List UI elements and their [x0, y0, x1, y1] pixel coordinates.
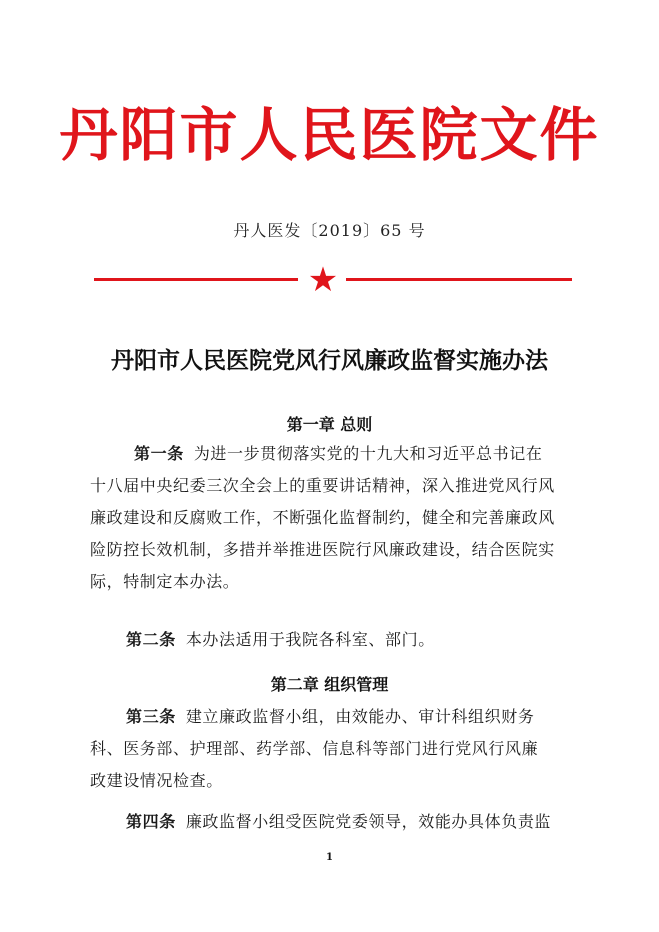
- paragraph-line: 险防控长效机制，多措并举推进医院行风廉政建设，结合医院实: [90, 540, 555, 559]
- chapter-heading: 第二章 组织管理: [270, 675, 389, 694]
- paragraph-line: 廉政建设和反腐败工作，不断强化监督制约，健全和完善廉政风: [90, 508, 555, 527]
- paragraph-line: 十八届中央纪委三次全会上的重要讲话精神，深入推进党风行风: [90, 476, 555, 495]
- chapter-heading: 第一章 总则: [286, 415, 373, 434]
- red-rule-left: [94, 278, 298, 281]
- article-label: 第三条: [126, 707, 176, 726]
- article-paragraph: [90, 806, 580, 838]
- red-star-icon: ★: [307, 260, 339, 300]
- article-text: 为进一步贯彻落实党的十九大和习近平总书记在: [193, 444, 543, 463]
- paragraph-line: 际，特制定本办法。: [90, 572, 240, 591]
- document-number: 丹人医发〔2019〕65 号: [233, 221, 426, 240]
- article-label: 第二条: [126, 630, 176, 649]
- article-label: 第一条: [134, 444, 184, 463]
- issuer-red-header: 丹阳市人民医院文件: [59, 101, 600, 169]
- paragraph-line: [90, 438, 580, 470]
- article-text: 廉政监督小组受医院党委领导，效能办具体负责监: [185, 812, 552, 831]
- article-paragraph: [90, 624, 580, 656]
- article-paragraph: [90, 701, 580, 797]
- paragraph-line: 政建设情况检查。: [90, 771, 223, 790]
- paragraph-line: [90, 701, 580, 733]
- article-label: 第四条: [126, 812, 176, 831]
- paragraph-line: [90, 806, 580, 838]
- paragraph-line: 科、医务部、护理部、药学部、信息科等部门进行党风行风廉: [90, 739, 539, 758]
- article-paragraph: [90, 438, 580, 598]
- red-rule-right: [346, 278, 572, 281]
- article-text: 本办法适用于我院各科室、部门。: [185, 630, 435, 649]
- document-title: 丹阳市人民医院党风行风廉政监督实施办法: [111, 347, 548, 374]
- paragraph-line: [90, 624, 580, 656]
- page-number: 1: [326, 852, 333, 863]
- article-text: 建立廉政监督小组，由效能办、审计科组织财务: [185, 707, 535, 726]
